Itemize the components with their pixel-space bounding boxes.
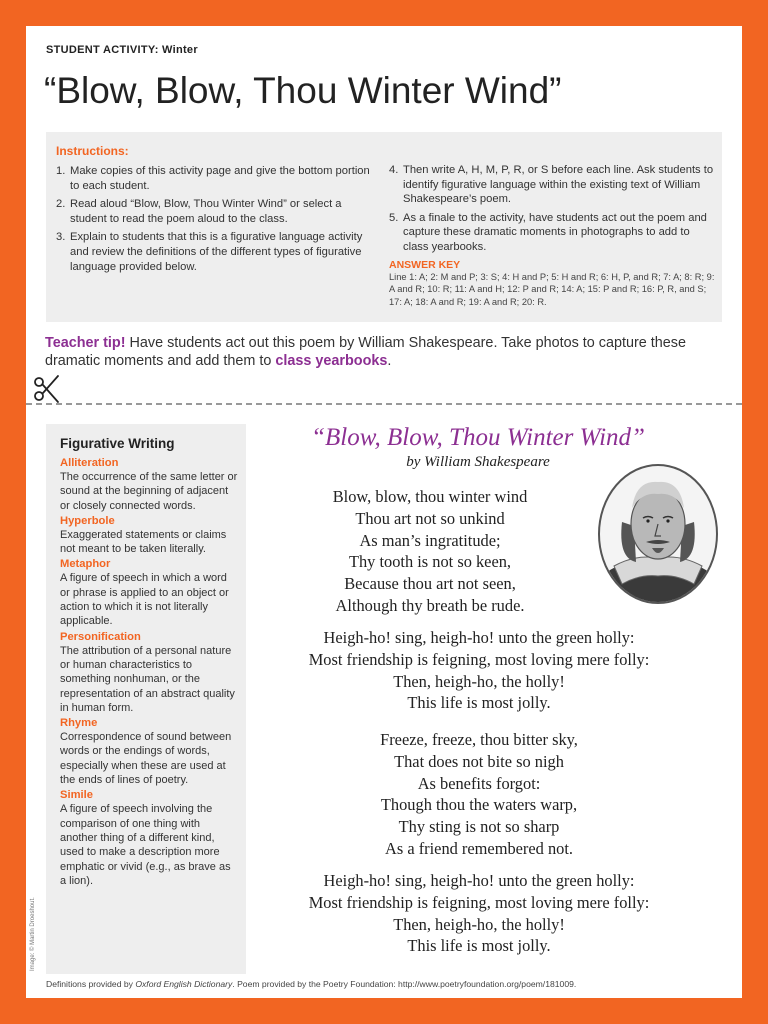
scissors-icon (32, 374, 62, 404)
poem-line: Then, heigh-ho, the holly! (393, 671, 565, 691)
poem-line: Thy tooth is not so keen, (348, 552, 512, 572)
teacher-tip-label: Teacher tip! (45, 335, 126, 351)
instruction-number: 1. (56, 165, 66, 177)
instruction-text: Read aloud “Blow, Blow, Thou Winter Wind” or select a student to read the poem aloud to the class. (70, 198, 342, 225)
instruction-number: 2. (56, 198, 66, 211)
instruction-number: 3. (56, 231, 66, 244)
activity-label: STUDENT ACTIVITY: Winter (46, 44, 198, 56)
instruction-item (389, 163, 715, 207)
instructions-left-column (56, 164, 374, 278)
answer-key-heading: ANSWER KEY (389, 258, 461, 271)
teacher-tip (45, 334, 735, 370)
instruction-text: Then write A, H, M, P, R, or S before each line. Ask students to identify figurative language within the existing text of William Shakespeare’s poem. (403, 164, 714, 206)
teacher-tip-end: . (387, 353, 392, 369)
teacher-tip-text: Have students act out this poem by William Shakespeare. Take photos to capture these dramatic moments and add them to (45, 335, 686, 369)
poem-line: This life is most jolly. (407, 936, 551, 956)
figurative-writing-panel (46, 424, 246, 974)
instruction-text: Explain to students that this is a figurative language activity and review the definitions of the different types of figurative language provided below. (70, 231, 363, 273)
term-hyperbole: Hyperbole (60, 514, 115, 527)
poem-line: That does not bite so nigh (394, 751, 564, 771)
definition-hyperbole: Exaggerated statements or claims not meant to be taken literally. (60, 528, 227, 556)
instructions-heading: Instructions: (56, 144, 129, 158)
definition-alliteration: The occurrence of the same letter or sound at the beginning of adjacent or closely connected words. (60, 471, 238, 512)
term-alliteration: Alliteration (60, 457, 119, 469)
instructions-right-column (389, 163, 715, 308)
instruction-item (56, 230, 374, 274)
poem-line: Then, heigh-ho, the holly! (393, 914, 565, 934)
cut-line (26, 403, 742, 405)
class-yearbooks-link[interactable]: class yearbooks (275, 353, 388, 369)
instruction-text: Make copies of this activity page and give the bottom portion to each student. (70, 165, 370, 192)
instruction-item (56, 164, 374, 193)
poem-line: Most friendship is feigning, most loving mere folly: (308, 892, 650, 912)
poem-line: As a friend remembered not. (385, 838, 573, 858)
footer-source: Oxford English Dictionary (135, 979, 233, 989)
poem-line: Because thou art not seen, (344, 574, 516, 594)
footer-text-end: . Poem provided by the Poetry Foundation: http://www.poetryfoundation.org/poem/181009. (232, 979, 577, 989)
shakespeare-portrait (596, 462, 720, 606)
poem-line: Heigh-ho! sing, heigh-ho! unto the green holly: (323, 628, 635, 647)
definition-rhyme: Correspondence of sound between words or the endings of words, especially when these are used at the ends of lines of poetry. (60, 731, 232, 787)
poem-line: Heigh-ho! sing, heigh-ho! unto the green holly: (323, 871, 635, 890)
poem-stanza-4 (266, 870, 692, 957)
instructions-panel (46, 132, 722, 322)
poem-line: As benefits forgot: (417, 773, 541, 793)
term-personification: Personification (60, 630, 141, 643)
definition-metaphor: A figure of speech in which a word or phrase is applied to an object or action to which it is not literally applicable. (60, 572, 229, 628)
poem-stanza-1 (266, 486, 594, 617)
poem-line: Freeze, freeze, thou bitter sky, (380, 730, 578, 749)
term-rhyme: Rhyme (60, 717, 98, 730)
poem-line: Thy sting is not so sharp (398, 817, 560, 837)
poem-line: Thou art not so unkind (355, 508, 505, 528)
term-metaphor: Metaphor (60, 558, 111, 571)
activity-page (26, 26, 742, 998)
image-credit-text: Image: © Martin Droeshout. (30, 897, 36, 971)
image-credit (27, 874, 39, 974)
definition-personification: The attribution of a personal nature or human characteristics to something nonhuman, or the representation of an abstract quality in human form. (60, 644, 235, 714)
instruction-item (389, 211, 715, 255)
footer-text: Definitions provided by (46, 979, 136, 989)
poem-stanza-2 (266, 627, 692, 714)
poem-title: “Blow, Blow, Thou Winter Wind” (311, 424, 645, 451)
poem-line: Although thy breath be rude. (335, 595, 525, 615)
instruction-text: As a finale to the activity, have students act out the poem and capture these dramatic moments in photographs to add to class yearbooks. (403, 211, 707, 253)
instruction-item (56, 197, 374, 226)
poem-line: Most friendship is feigning, most loving mere folly: (308, 649, 650, 669)
figurative-writing-title: Figurative Writing (60, 436, 175, 451)
instruction-number: 4. (389, 164, 399, 176)
poem-stanza-3 (266, 729, 692, 860)
poem-line: Though thou the waters warp, (380, 795, 578, 815)
page-title: “Blow, Blow, Thou Winter Wind” (44, 70, 562, 111)
poem-line: As man’s ingratitude; (359, 530, 501, 550)
footer (46, 979, 576, 989)
definition-simile: A figure of speech involving the comparison of one thing with another thing of a different kind, used to make a description more emphatic or vivid (e.g., as brave as a lion). (60, 803, 231, 887)
poem-line: This life is most jolly. (407, 693, 551, 713)
poem-line: Blow, blow, thou winter wind (332, 487, 528, 506)
poem-author: by William Shakespeare (406, 454, 550, 470)
instruction-number: 5. (389, 211, 399, 224)
answer-key-text: Line 1: A; 2: M and P; 3: S; 4: H and P; 5: H and R; 6: H, P, and R; 7: A; 8: R; 9: A and R; 10: R; 11: A and H; 12: P and R; 14: A; 15: P and R; 16: P, R, and S; 17: A; 18: A and R; 19: A and R; 20: R. (389, 271, 715, 307)
term-simile: Simile (60, 789, 93, 802)
